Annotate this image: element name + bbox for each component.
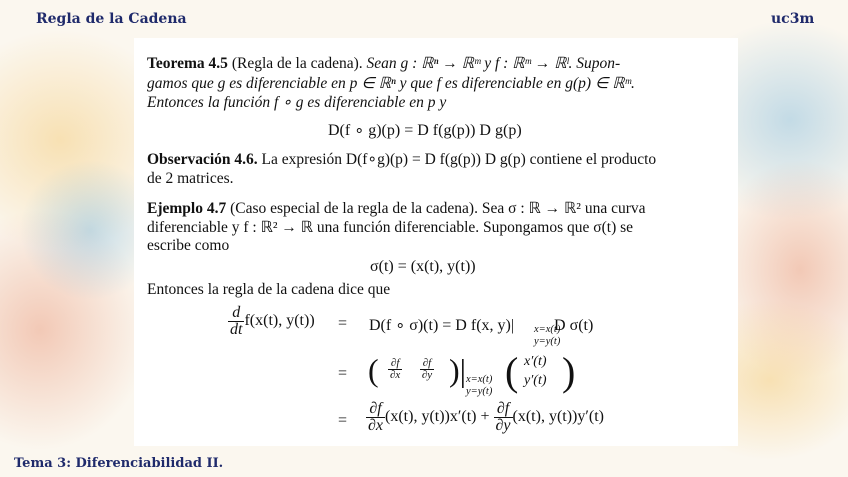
partial-f-x: $\frac{\partial f}{\partial x}$ [390, 357, 401, 381]
vec-bot: y′(t) [524, 373, 547, 388]
theorem-line-1 [147, 54, 620, 73]
observation-text-start: La expresión D(f∘g)(p) = D f(g(p)) D g(p) contiene el producto [261, 151, 657, 168]
partial-f-x-3: $\frac{\partial f}{\partial x}$ [368, 400, 384, 434]
equals-3: = [338, 412, 348, 429]
example-label: Ejemplo 4.7 [147, 200, 227, 217]
example-line-4: Entonces la regla de la cadena dice que [147, 281, 391, 298]
eq1-rhs-text: D(f ∘ σ)(t) = D f(x, y)| [369, 317, 515, 334]
page-title: Regla de la Cadena [36, 11, 187, 27]
footer-topic: Tema 3: Diferenciabilidad II. [14, 456, 224, 471]
observation-line-1 [147, 150, 656, 169]
theorem-line-2: gamos que g es diferenciable en p ∈ ℝⁿ y que f es diferenciable en g(p) ∈ ℝᵐ. [147, 75, 635, 92]
observation-line-2: de 2 matrices. [147, 170, 234, 187]
row-vector [388, 358, 434, 381]
eval-sub-y-1: y=y(t) [534, 336, 561, 347]
eq1-lhs-text: f(x(t), y(t)) [244, 312, 315, 330]
theorem-statement-start: Sean g : ℝⁿ → ℝᵐ y f : ℝᵐ → ℝˡ. Supon- [366, 55, 621, 72]
eq3-term2: (x(t), y(t))y′(t) [512, 408, 604, 426]
eval-sub-x-1: x=x(t) [534, 324, 561, 335]
eval-sub-x-2: x=x(t) [466, 374, 493, 385]
partial-f-y: $\frac{\partial f}{\partial y}$ [421, 357, 433, 381]
right-paren-col: ) [562, 349, 576, 394]
eval-sub-y-2: y=y(t) [466, 386, 493, 397]
theorem-title: (Regla de la cadena). [231, 55, 363, 72]
right-paren-row: )| [449, 352, 467, 388]
equation-1-lhs [228, 305, 315, 338]
derivative-d-dt: $\frac{d}{dt}$ [230, 304, 243, 338]
observation-label: Observación 4.6. [147, 151, 258, 168]
university-logo: uc3m [771, 11, 815, 27]
left-paren-col: ( [505, 349, 519, 394]
example-line-3: escribe como [147, 237, 230, 254]
sigma-formula: σ(t) = (x(t), y(t)) [370, 258, 476, 275]
theorem-line-3: Entonces la función f ∘ g es diferenciable en p y [147, 94, 447, 111]
eq3-term1: (x(t), y(t))x′(t) + [385, 408, 490, 426]
theorem-label: Teorema 4.5 [147, 55, 228, 72]
equals-1: = [338, 315, 348, 332]
example-line-2: diferenciable y f : ℝ² → ℝ una función diferenciable. Supongamos que σ(t) se [147, 219, 634, 236]
partial-f-y-3: $\frac{\partial f}{\partial y}$ [495, 400, 511, 434]
vec-top: x′(t) [524, 354, 547, 369]
example-text-start: (Caso especial de la regla de la cadena). Sea σ : ℝ → ℝ² una curva [230, 200, 646, 217]
equals-2: = [338, 365, 348, 382]
eq1-tail-text: D σ(t) [554, 317, 594, 334]
example-line-1 [147, 199, 646, 218]
equation-3 [366, 401, 604, 434]
left-paren-row: ( [368, 352, 379, 388]
theorem-formula: D(f ∘ g)(p) = D f(g(p)) D g(p) [328, 122, 522, 139]
